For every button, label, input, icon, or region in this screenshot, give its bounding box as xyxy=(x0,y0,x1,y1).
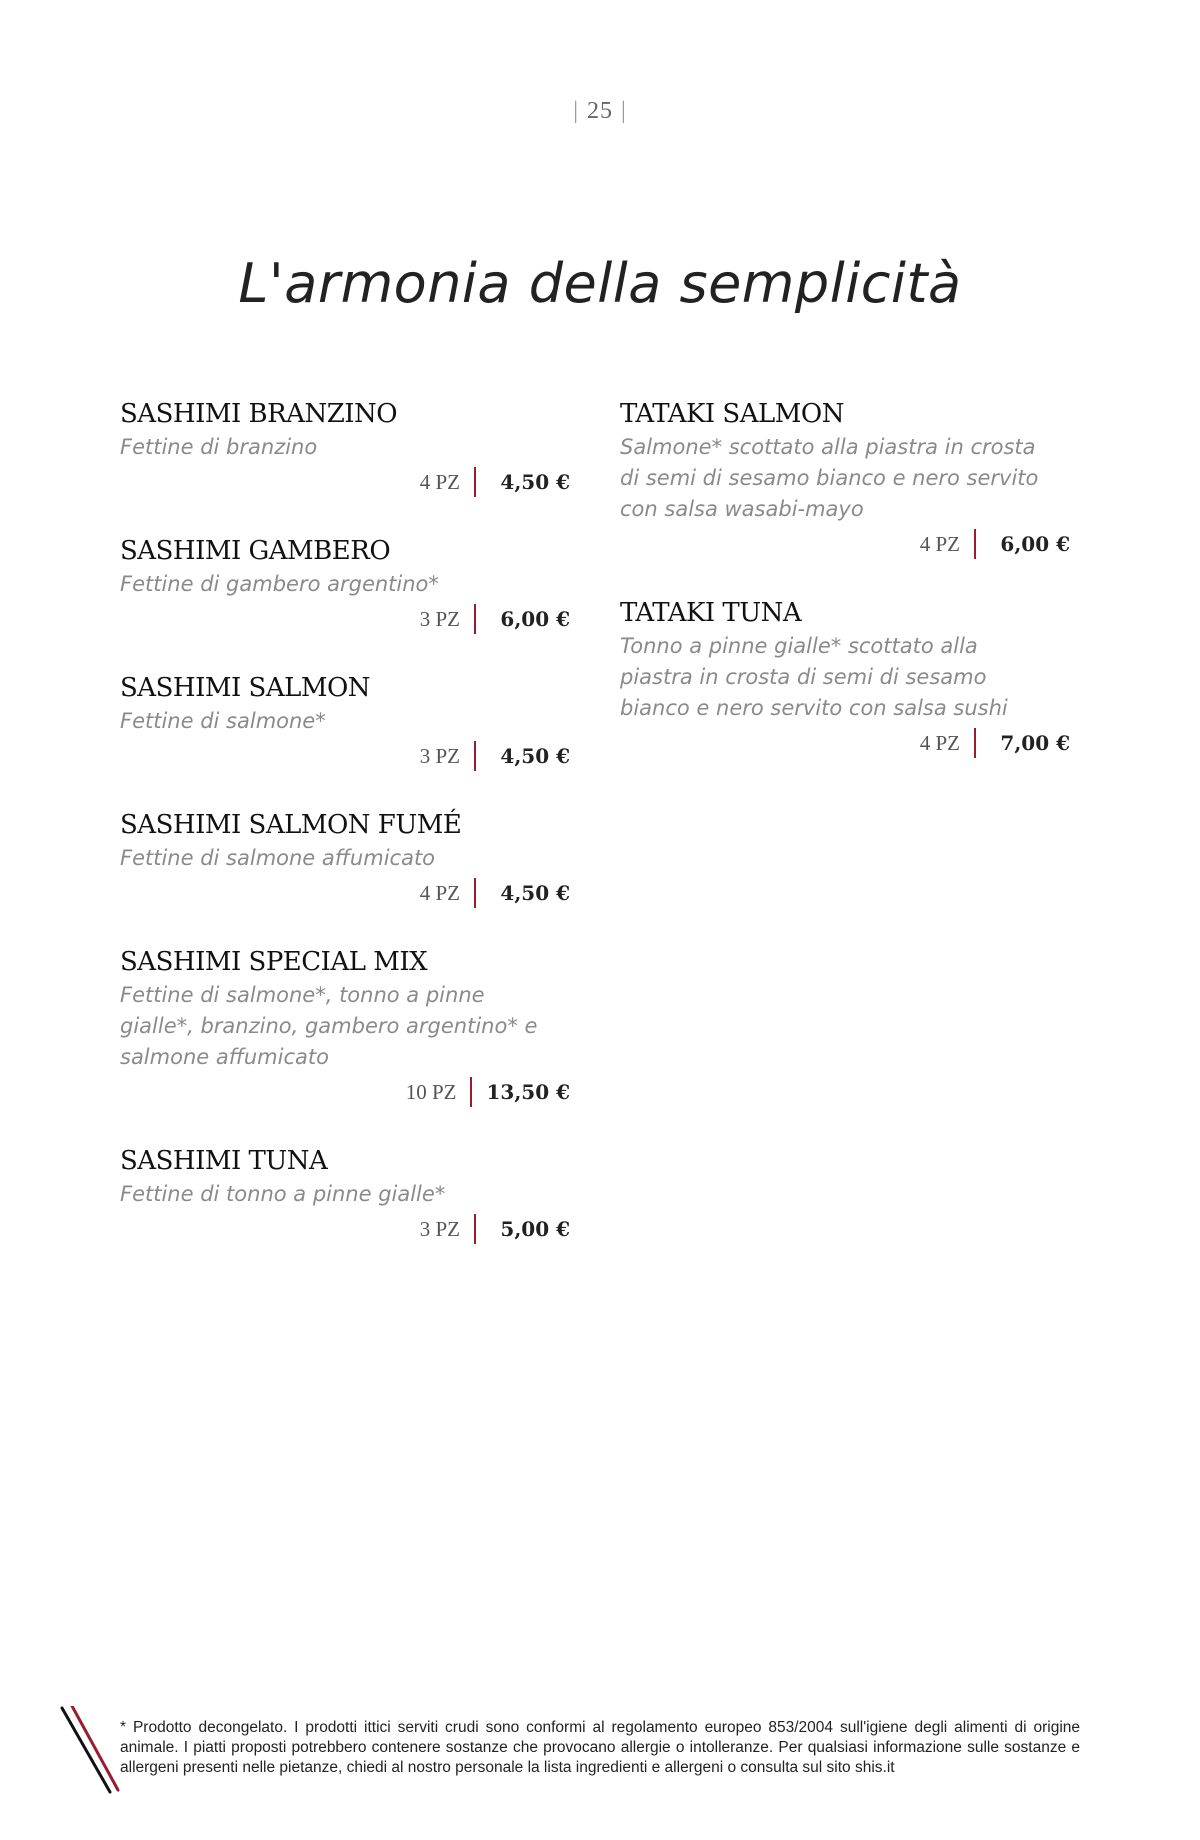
menu-item xyxy=(120,1143,570,1246)
menu-item xyxy=(120,533,570,636)
footer-note: * Prodotto decongelato. I prodotti ittici serviti crudi sono conformi al regolamento europeo 853/2004 sull'igiene degli alimenti di origine animale. I piatti proposti potrebbero contenere sostanze che provocano allergie o intolleranze. Per qualsiasi informazione sulle sostanze e allergeni presenti nelle pietanze, chiedi al nostro personale la lista ingredienti e allergeni o consulta sul sito shis.it xyxy=(120,1719,1080,1776)
item-quantity: 4 PZ xyxy=(419,880,460,905)
menu-item xyxy=(120,670,570,773)
item-name: SASHIMI SALMON xyxy=(120,673,371,703)
item-quantity: 3 PZ xyxy=(419,1216,460,1241)
item-description: Fettine di salmone affumicato xyxy=(120,846,436,870)
item-name: SASHIMI GAMBERO xyxy=(120,536,391,566)
item-name: SASHIMI TUNA xyxy=(120,1146,328,1176)
page-title: L'armonia della semplicità xyxy=(238,252,962,315)
chopsticks-icon xyxy=(58,1706,122,1796)
price-row xyxy=(620,527,1070,561)
price-row xyxy=(620,726,1070,760)
menu-item xyxy=(620,595,1070,760)
item-description: Fettine di branzino xyxy=(120,435,318,459)
price-row xyxy=(120,1212,570,1246)
item-description: Fettine di salmone*, tonno a pinne gialle*, branzino, gambero argentino* e salmone affumicato xyxy=(120,983,538,1069)
item-description: Salmone* scottato alla piastra in crosta di semi di sesamo bianco e nero servito con salsa wasabi-mayo xyxy=(620,435,1039,521)
price-row xyxy=(120,602,570,636)
item-name: SASHIMI BRANZINO xyxy=(120,399,398,429)
item-price: 4,50 € xyxy=(500,744,570,768)
item-quantity: 10 PZ xyxy=(405,1079,457,1104)
item-name: TATAKI SALMON xyxy=(620,399,844,429)
item-quantity: 3 PZ xyxy=(419,606,460,631)
price-row xyxy=(120,1075,570,1109)
item-price: 4,50 € xyxy=(500,470,570,494)
item-description: Fettine di salmone* xyxy=(120,709,326,733)
item-name: TATAKI TUNA xyxy=(620,598,802,628)
price-separator xyxy=(470,1077,472,1107)
item-name: SASHIMI SALMON FUMÉ xyxy=(120,810,462,840)
price-separator xyxy=(474,604,476,634)
item-price: 6,00 € xyxy=(1000,532,1070,556)
price-row xyxy=(120,465,570,499)
page-number xyxy=(0,98,1200,125)
item-price: 5,00 € xyxy=(500,1217,570,1241)
page-number-right-bar: | xyxy=(621,98,627,124)
item-price: 4,50 € xyxy=(500,881,570,905)
price-separator xyxy=(974,728,976,758)
item-name: SASHIMI SPECIAL MIX xyxy=(120,947,428,977)
left-menu-column xyxy=(120,396,570,1280)
price-separator xyxy=(474,878,476,908)
item-price: 13,50 € xyxy=(486,1080,570,1104)
menu-item xyxy=(120,396,570,499)
item-price: 7,00 € xyxy=(1000,731,1070,755)
price-separator xyxy=(474,741,476,771)
price-row xyxy=(120,876,570,910)
item-quantity: 4 PZ xyxy=(919,730,960,755)
page-number-value: 25 xyxy=(587,98,613,124)
price-separator xyxy=(974,529,976,559)
right-menu-column xyxy=(620,396,1070,794)
menu-item xyxy=(120,944,570,1109)
item-quantity: 3 PZ xyxy=(419,743,460,768)
menu-item xyxy=(620,396,1070,561)
item-quantity: 4 PZ xyxy=(919,531,960,556)
price-separator xyxy=(474,1214,476,1244)
item-description: Fettine di gambero argentino* xyxy=(120,572,439,596)
price-row xyxy=(120,739,570,773)
price-separator xyxy=(474,467,476,497)
page-number-left-bar: | xyxy=(573,98,579,124)
menu-item xyxy=(120,807,570,910)
item-description: Tonno a pinne gialle* scottato alla piastra in crosta di semi di sesamo bianco e nero servito con salsa sushi xyxy=(620,634,1008,720)
item-quantity: 4 PZ xyxy=(419,469,460,494)
item-description: Fettine di tonno a pinne gialle* xyxy=(120,1182,446,1206)
item-price: 6,00 € xyxy=(500,607,570,631)
